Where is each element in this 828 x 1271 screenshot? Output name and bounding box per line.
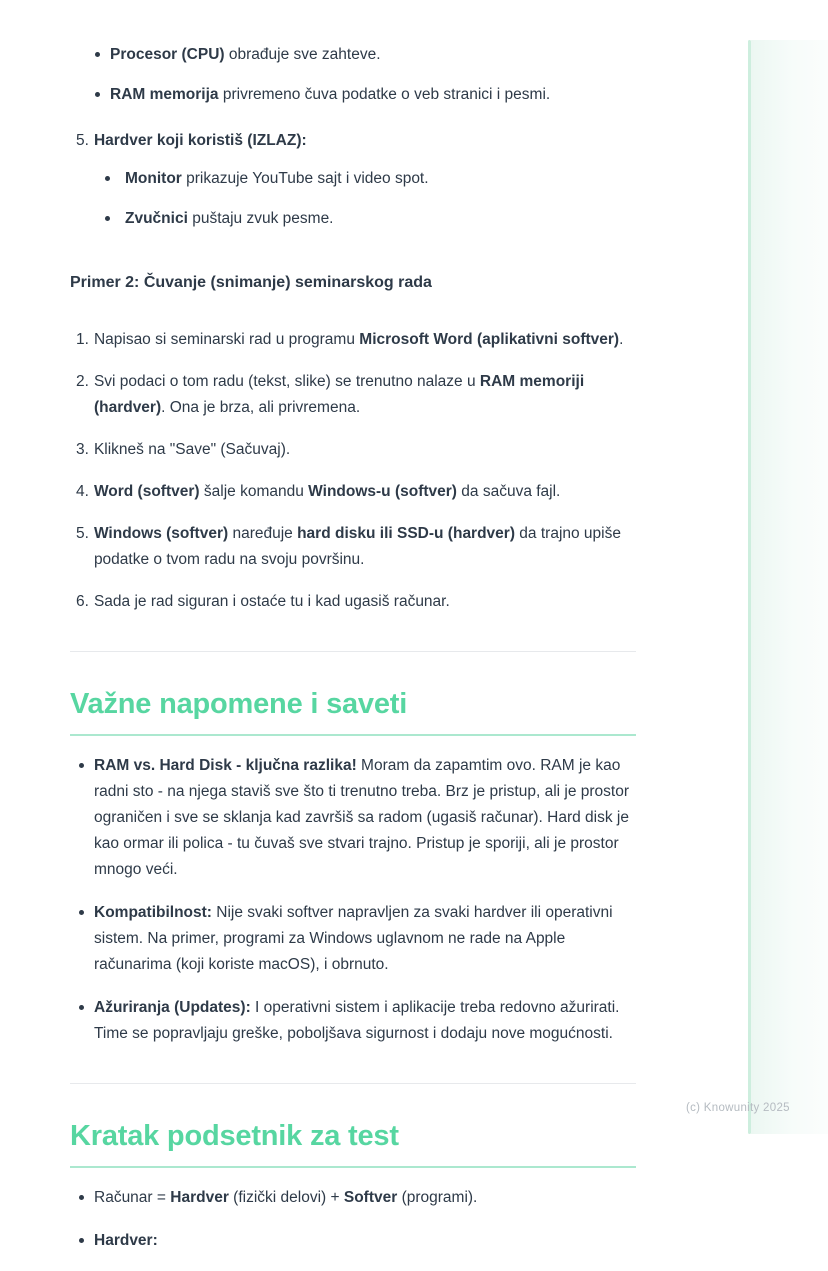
page-edge-line (748, 40, 751, 1134)
primer2-heading: Primer 2: Čuvanje (snimanje) seminarskog rada (70, 274, 432, 291)
numbered-item (70, 521, 636, 573)
bullet-icon (95, 52, 100, 57)
list-item-text: Monitor prikazuje YouTube sajt i video spot. (125, 170, 429, 187)
list-item (70, 1228, 636, 1254)
bullet-icon (95, 92, 100, 97)
bullet-icon (79, 1238, 84, 1243)
item-text: Napisao si seminarski rad u programu Microsoft Word (aplikativni softver). (93, 331, 624, 348)
list-item-text: Ažuriranja (Updates): I operativni sistem i aplikacije treba redovno ažurirati. Time se popravljaju greške, poboljšava sigurnost i dodaju nove mogućnosti. (94, 999, 620, 1042)
item-number: 2. (76, 373, 89, 390)
bullet-icon (79, 910, 84, 915)
item-text: Hardver koji koristiš (IZLAZ): (93, 132, 307, 149)
item-number: 3. (76, 441, 89, 458)
item-number: 4. (76, 483, 89, 500)
section-title-podsetnik: Kratak podsetnik za test (70, 1120, 636, 1168)
note-content (70, 28, 636, 1271)
io-output-list (70, 166, 636, 232)
numbered-item (70, 369, 636, 421)
list-item (70, 166, 636, 192)
bullet-icon (105, 176, 110, 181)
item-number: 5. (76, 525, 89, 542)
list-item-text: RAM vs. Hard Disk - ključna razlika! Moram da zapamtim ovo. RAM je kao radni sto - na njega staviš sve što ti trenutno treba. Brz je pristup, ali je prostor ograničen i sve se sklanja kad završiš sa radom (ugasiš računar). Hard disk je kao ormar ili polica - tu čuvaš sve stvari trajno. Pristup je sporiji, ali je prostor mnogo veći. (94, 757, 630, 878)
list-item-text: Kompatibilnost: Nije svaki softver napravljen za svaki hardver ili operativni sistem. Na primer, programi za Windows uglavnom ne rade na Apple računarima (koji koriste macOS), i obrnuto. (94, 904, 613, 973)
item-number: 6. (76, 593, 89, 610)
bullet-icon (79, 763, 84, 768)
item-text: Windows (softver) naređuje hard disku ili SSD-u (hardver) da trajno upiše podatke o tvom radu na svoju površinu. (93, 525, 621, 568)
io-input-list (70, 42, 636, 108)
item-number: 1. (76, 331, 89, 348)
item-text: Word (softver) šalje komandu Windows-u (softver) da sačuva fajl. (93, 483, 561, 500)
list-item-text: Hardver: (94, 1232, 158, 1249)
primer2-steps (70, 327, 636, 615)
section-divider (70, 1083, 636, 1084)
item-text: Svi podaci o tom radu (tekst, slike) se trenutno nalaze u RAM memoriji (hardver). Ona je brza, ali privremena. (93, 373, 585, 416)
list-item (70, 753, 636, 883)
podsetnik-list (70, 1185, 636, 1254)
copyright-footer: (c) Knowunity 2025 (686, 1102, 790, 1114)
list-item (70, 900, 636, 978)
bullet-icon (79, 1005, 84, 1010)
section-divider (70, 651, 636, 652)
list-item (70, 82, 636, 108)
list-item-text: Računar = Hardver (fizički delovi) + Softver (programi). (94, 1189, 478, 1206)
list-item-text: Procesor (CPU) obrađuje sve zahteve. (110, 46, 381, 63)
item-text: Klikneš na "Save" (Sačuvaj). (93, 441, 291, 458)
list-item (70, 42, 636, 68)
list-item (70, 1185, 636, 1211)
bullet-icon (105, 216, 110, 221)
numbered-item-5 (70, 128, 636, 154)
item-number: 5. (76, 132, 89, 149)
page-edge-tint (751, 40, 828, 1134)
numbered-item (70, 479, 636, 505)
numbered-item (70, 327, 636, 353)
item-text: Sada je rad siguran i ostaće tu i kad ugasiš računar. (93, 593, 450, 610)
napomene-list (70, 753, 636, 1047)
list-item-text: RAM memorija privremeno čuva podatke o veb stranici i pesmi. (110, 86, 551, 103)
section-title-napomene: Važne napomene i saveti (70, 688, 636, 736)
bullet-icon (79, 1195, 84, 1200)
numbered-item (70, 589, 636, 615)
list-item-text: Zvučnici puštaju zvuk pesme. (125, 210, 334, 227)
list-item (70, 206, 636, 232)
numbered-item (70, 437, 636, 463)
list-item (70, 995, 636, 1047)
